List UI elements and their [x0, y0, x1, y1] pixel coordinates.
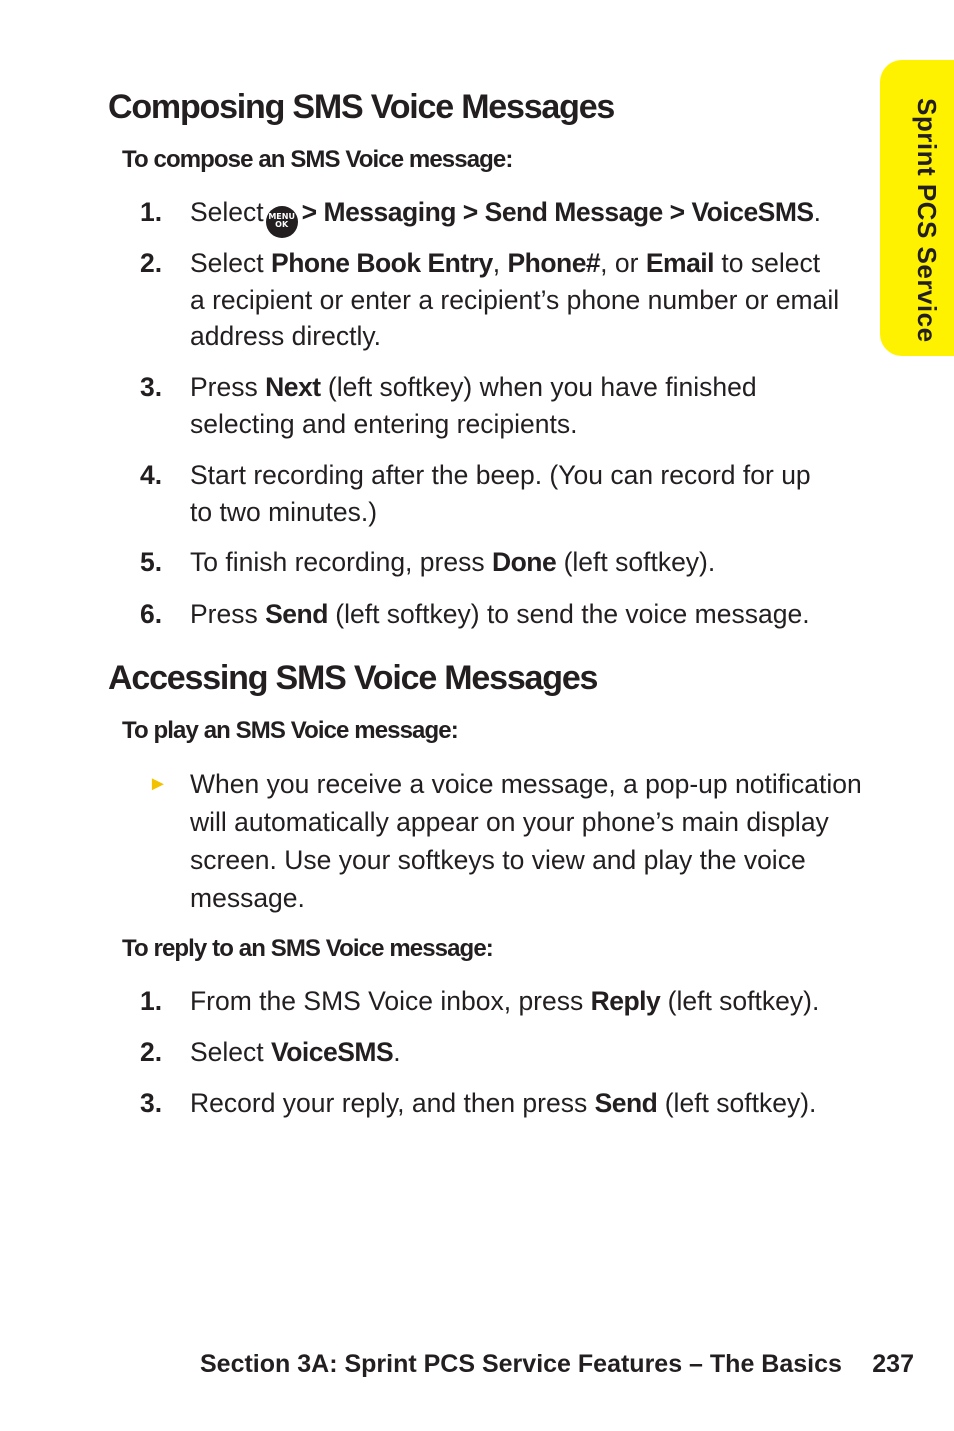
bullet-arrow-icon: ►	[148, 773, 168, 795]
compose-step-5	[140, 544, 840, 581]
step-text: , or	[600, 248, 646, 278]
compose-step-6	[140, 596, 840, 633]
step-text: (left softkey) to send the voice message.	[327, 599, 810, 629]
footer-section-title: Section 3A: Sprint PCS Service Features – The Basics	[200, 1350, 842, 1378]
step-number: 1.	[140, 986, 163, 1016]
step-number: 2.	[140, 1037, 163, 1067]
option-phone-number: Phone#	[507, 248, 601, 278]
step-text: Press	[190, 372, 266, 402]
step-text: (left softkey) when you have finished selecting and entering recipients.	[190, 372, 757, 439]
softkey-send: Send	[265, 599, 328, 629]
step-text: From the SMS Voice inbox, press	[190, 986, 591, 1016]
softkey-reply: Reply	[590, 986, 661, 1016]
option-voicesms: VoiceSMS	[271, 1037, 394, 1067]
step-text: (left softkey).	[556, 547, 716, 577]
step-text: Select	[190, 197, 264, 227]
reply-subheading: To reply to an SMS Voice message:	[122, 935, 493, 962]
menu-ok-icon-line1: MENU	[268, 212, 295, 221]
step-number: 3.	[140, 1088, 163, 1118]
step-text: Press	[190, 599, 266, 629]
step-text: (left softkey).	[657, 1088, 817, 1118]
reply-step-3	[140, 1085, 840, 1122]
step-text: Select	[190, 248, 272, 278]
step-number: 1.	[140, 197, 163, 227]
compose-subheading: To compose an SMS Voice message:	[122, 146, 513, 173]
softkey-next: Next	[265, 372, 321, 402]
step-text: .	[813, 197, 821, 227]
page-footer	[200, 1350, 914, 1379]
step-text: To finish recording, press	[190, 547, 492, 577]
reply-step-2	[140, 1034, 840, 1071]
step-number: 4.	[140, 460, 163, 490]
softkey-send: Send	[594, 1088, 658, 1118]
menu-ok-icon	[266, 206, 298, 238]
play-subheading: To play an SMS Voice message:	[122, 717, 458, 744]
step-text: Start recording after the beep. (You can record for up to two minutes.)	[190, 460, 811, 527]
step-number: 2.	[140, 248, 163, 278]
accessing-heading: Accessing SMS Voice Messages	[108, 659, 598, 697]
step-text: to select a recipient or enter a recipient’s phone number or email address directly.	[190, 248, 840, 351]
step-number: 3.	[140, 372, 163, 402]
step-number: 5.	[140, 547, 163, 577]
compose-step-4	[140, 457, 840, 530]
menu-ok-icon-line2: OK	[275, 220, 289, 229]
option-phone-book-entry: Phone Book Entry	[271, 248, 493, 278]
reply-step-1	[140, 983, 840, 1020]
menu-path: > Messaging > Send Message > VoiceSMS	[301, 197, 814, 227]
step-number: 6.	[140, 599, 163, 629]
step-text: Select	[190, 1037, 272, 1067]
compose-step-3	[140, 369, 840, 442]
composing-heading: Composing SMS Voice Messages	[108, 88, 615, 126]
compose-step-1	[140, 194, 840, 238]
step-text: Record your reply, and then press	[190, 1088, 595, 1118]
section-tab-label: Sprint PCS Service	[912, 98, 942, 343]
bullet-text: When you receive a voice message, a pop-up notification will automatically appear on your phone’s main display screen. Use your softkeys to view and play the voice message.	[190, 769, 862, 913]
step-text: ,	[492, 248, 508, 278]
compose-step-2	[140, 245, 840, 355]
softkey-done: Done	[491, 547, 557, 577]
option-email: Email	[645, 248, 715, 278]
step-text: (left softkey).	[660, 986, 820, 1016]
play-bullet-item	[140, 765, 870, 917]
step-text: .	[393, 1037, 401, 1067]
page-number: 237	[872, 1350, 914, 1378]
